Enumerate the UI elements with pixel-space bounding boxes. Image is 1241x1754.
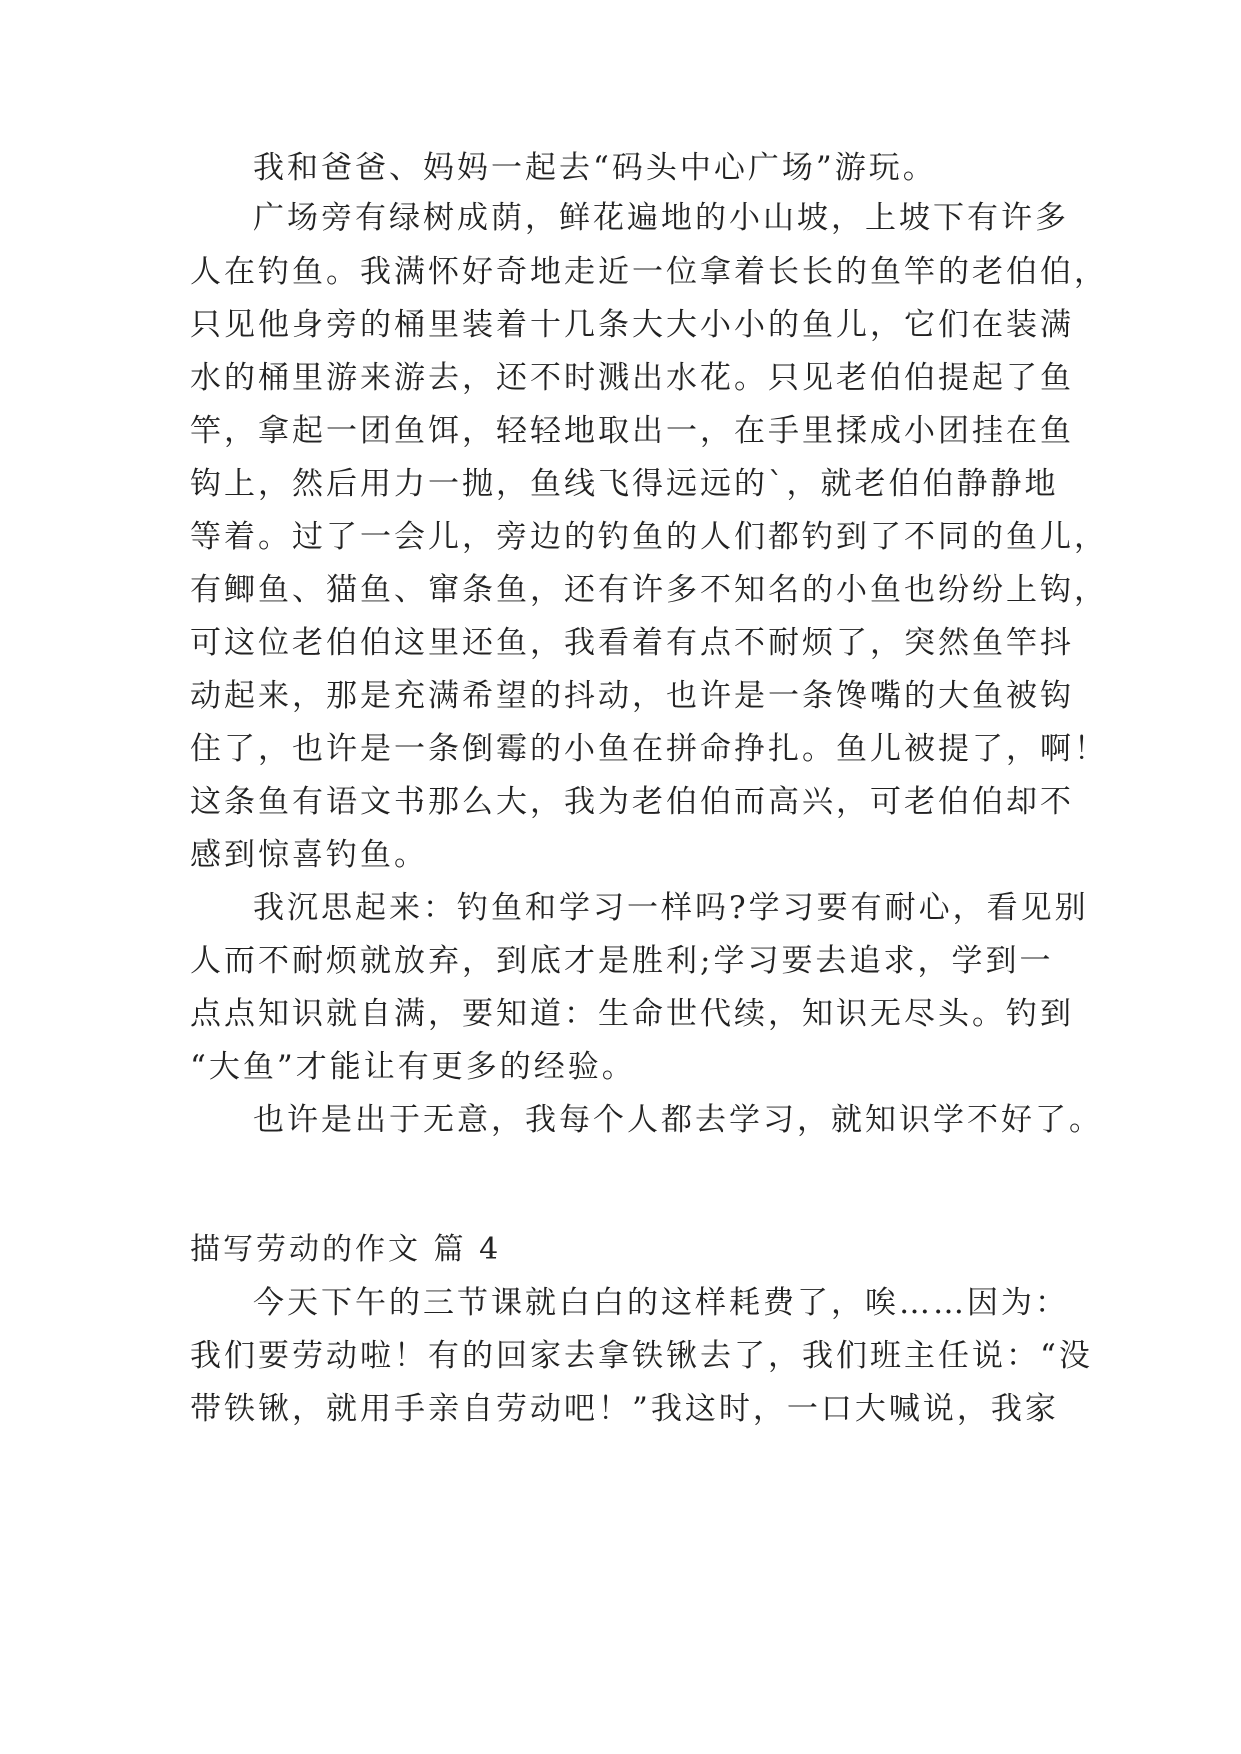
paragraph-3-line-3: 点点知识就自满，要知道：生命世代续，知识无尽头。钓到 xyxy=(190,996,1074,1032)
paragraph-2-line-9: 可这位老伯伯这里还鱼，我看着有点不耐烦了，突然鱼竿抖 xyxy=(190,625,1074,661)
paragraph-2-line-3: 只见他身旁的桶里装着十几条大大小小的鱼儿，它们在装满 xyxy=(190,307,1074,343)
paragraph-2-line-8: 有鲫鱼、猫鱼、窜条鱼，还有许多不知名的小鱼也纷纷上钩， xyxy=(190,572,1108,608)
section-paragraph-line-3: 带铁锹，就用手亲自劳动吧！”我这时，一口大喊说，我家 xyxy=(190,1391,1059,1427)
paragraph-2-line-2: 人在钓鱼。我满怀好奇地走近一位拿着长长的鱼竿的老伯伯， xyxy=(190,254,1108,290)
paragraph-2-line-7: 等着。过了一会儿，旁边的钓鱼的人们都钓到了不同的鱼儿， xyxy=(190,519,1108,555)
paragraph-2-line-11: 住了，也许是一条倒霉的小鱼在拼命挣扎。鱼儿被提了，啊！ xyxy=(190,731,1108,767)
paragraph-3-line-4: “大鱼”才能让有更多的经验。 xyxy=(190,1049,636,1085)
paragraph-3-line-1: 我沉思起来：钓鱼和学习一样吗?学习要有耐心，看见别 xyxy=(253,890,1089,926)
paragraph-2-line-12: 这条鱼有语文书那么大，我为老伯伯而高兴，可老伯伯却不 xyxy=(190,784,1074,820)
paragraph-2-line-13: 感到惊喜钓鱼。 xyxy=(190,837,428,873)
section-paragraph-line-1: 今天下午的三节课就白白的这样耗费了，唉……因为： xyxy=(253,1285,1069,1321)
paragraph-1-line-1: 我和爸爸、妈妈一起去“码头中心广场”游玩。 xyxy=(253,150,937,186)
paragraph-2-line-10: 动起来，那是充满希望的抖动，也许是一条馋嘴的大鱼被钩 xyxy=(190,678,1074,714)
section-paragraph-line-2: 我们要劳动啦！有的回家去拿铁锹去了，我们班主任说：“没 xyxy=(190,1338,1093,1374)
paragraph-2-line-5: 竿，拿起一团鱼饵，轻轻地取出一，在手里揉成小团挂在鱼 xyxy=(190,413,1074,449)
section-heading: 描写劳动的作文 篇 4 xyxy=(190,1232,502,1267)
paragraph-2-line-1: 广场旁有绿树成荫，鲜花遍地的小山坡，上坡下有许多 xyxy=(253,200,1069,236)
paragraph-3-line-2: 人而不耐烦就放弃，到底才是胜利;学习要去追求，学到一 xyxy=(190,943,1054,979)
paragraph-4-line-1: 也许是出于无意，我每个人都去学习，就知识学不好了。 xyxy=(253,1102,1103,1138)
paragraph-2-line-6: 钩上，然后用力一抛，鱼线飞得远远的`，就老伯伯静静地 xyxy=(190,466,1059,502)
paragraph-2-line-4: 水的桶里游来游去，还不时溅出水花。只见老伯伯提起了鱼 xyxy=(190,360,1074,396)
